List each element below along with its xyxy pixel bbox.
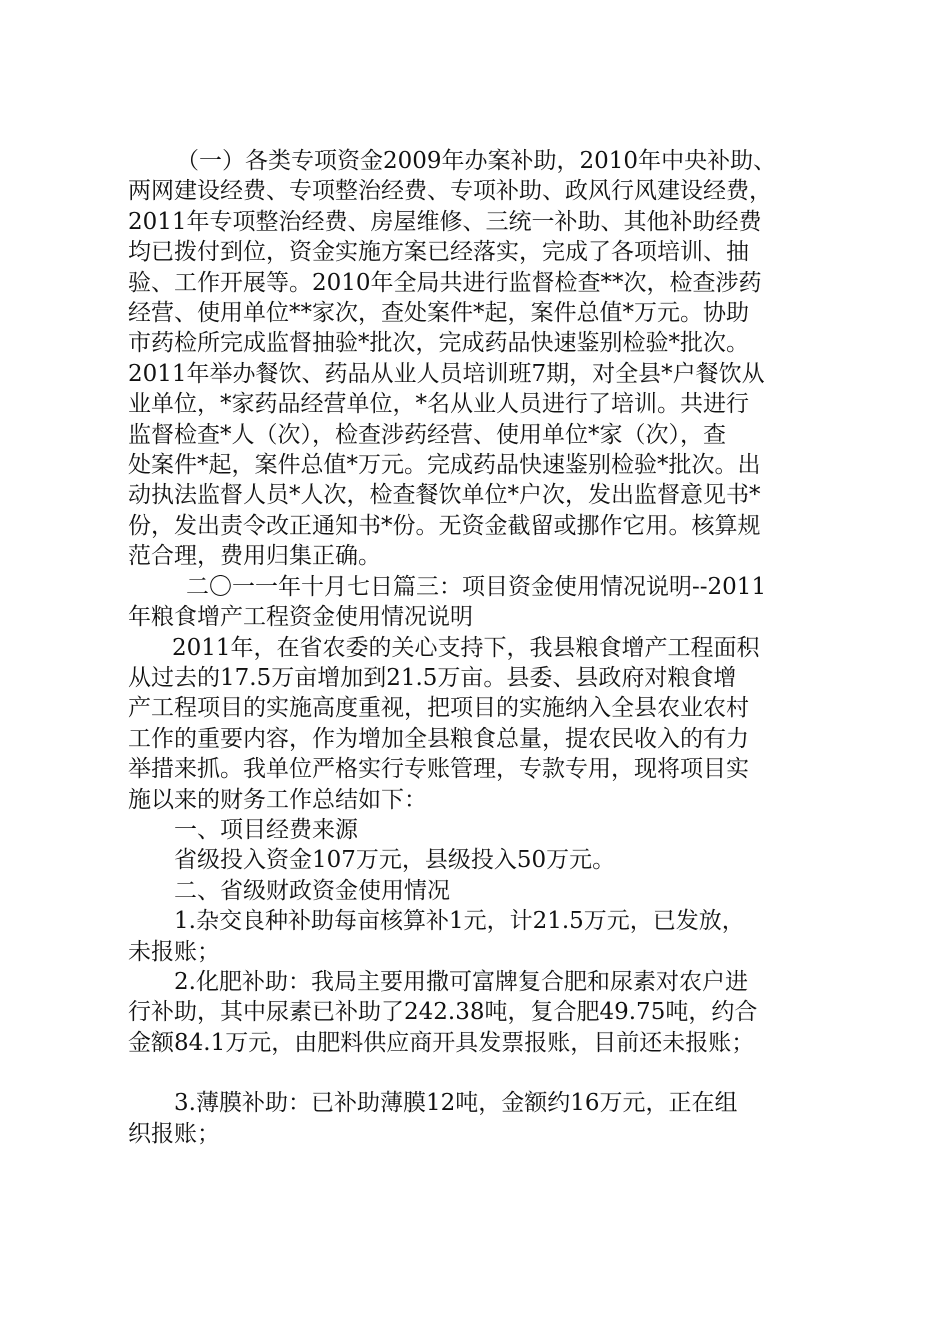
paragraph-line: 从过去的17.5万亩增加到21.5万亩。县委、县政府对粮食增	[128, 664, 737, 691]
blank-line	[128, 1058, 836, 1088]
paragraph-line: 2011年，在省农委的关心支持下，我县粮食增产工程面积	[172, 634, 760, 661]
subheading-line: 一、项目经费来源	[174, 816, 358, 843]
paragraph-line: 市药检所完成监督抽验*批次，完成药品快速鉴别检验*批次。	[128, 330, 749, 357]
section-heading-line: 二〇一一年十月七日篇三：项目资金使用情况说明--2011	[186, 573, 767, 600]
paragraph-line: 2011年专项整治经费、房屋维修、三统一补助、其他补助经费	[128, 208, 762, 235]
paragraph-line: 1.杂交良种补助每亩核算补1元，计21.5万元，已发放，	[174, 908, 745, 935]
section-heading-line: 年粮食增产工程资金使用情况说明	[128, 604, 473, 631]
paragraph-line: 业单位，*家药品经营单位，*名从业人员进行了培训。共进行	[128, 391, 749, 418]
paragraph-line: 两网建设经费、专项整治经费、专项补助、政风行风建设经费，	[128, 178, 772, 205]
document-body	[128, 146, 836, 1149]
paragraph-line: （一）各类专项资金2009年办案补助，2010年中央补助、	[176, 148, 777, 174]
paragraph-line: 省级投入资金107万元，县级投入50万元。	[174, 847, 616, 874]
paragraph-line: 2011年举办餐饮、药品从业人员培训班7期，对全县*户餐饮从	[128, 360, 765, 387]
paragraph-line: 未报账；	[128, 938, 220, 965]
paragraph-line: 处案件*起，案件总值*万元。完成药品快速鉴别检验*批次。出	[128, 452, 761, 479]
subheading-line: 二、省级财政资金使用情况	[174, 877, 450, 904]
paragraph-line: 工作的重要内容，作为增加全县粮食总量，提农民收入的有力	[128, 725, 749, 752]
paragraph-line: 范合理，费用归集正确。	[128, 543, 381, 570]
paragraph-line: 3.薄膜补助：已补助薄膜12吨，金额约16万元，正在组	[174, 1090, 738, 1117]
paragraph-line: 织报账；	[128, 1120, 220, 1147]
paragraph-line: 2.化肥补助：我局主要用撒可富牌复合肥和尿素对农户进	[174, 968, 748, 995]
paragraph-line: 动执法监督人员*人次，检查餐饮单位*户次，发出监督意见书*	[128, 482, 761, 509]
paragraph-line: 份，发出责令改正通知书*份。无资金截留或挪作它用。核算规	[128, 512, 761, 539]
paragraph-line: 产工程项目的实施高度重视，把项目的实施纳入全县农业农村	[128, 695, 749, 722]
paragraph-line: 金额84.1万元，由肥料供应商开具发票报账，目前还未报账；	[128, 1029, 755, 1056]
paragraph-line: 经营、使用单位**家次，查处案件*起，案件总值*万元。协助	[128, 300, 749, 327]
paragraph-line: 监督检查*人（次），检查涉药经营、使用单位*家（次），查	[128, 421, 726, 448]
paragraph-line: 施以来的财务工作总结如下：	[128, 786, 427, 813]
paragraph-line: 验、工作开展等。2010年全局共进行监督检查**次，检查涉药	[128, 269, 762, 296]
paragraph-line: 均已拨付到位，资金实施方案已经落实，完成了各项培训、抽	[128, 239, 749, 266]
paragraph-line: 举措来抓。我单位严格实行专账管理，专款专用，现将项目实	[128, 756, 749, 783]
paragraph-line: 行补助，其中尿素已补助了242.38吨，复合肥49.75吨，约合	[128, 999, 758, 1026]
